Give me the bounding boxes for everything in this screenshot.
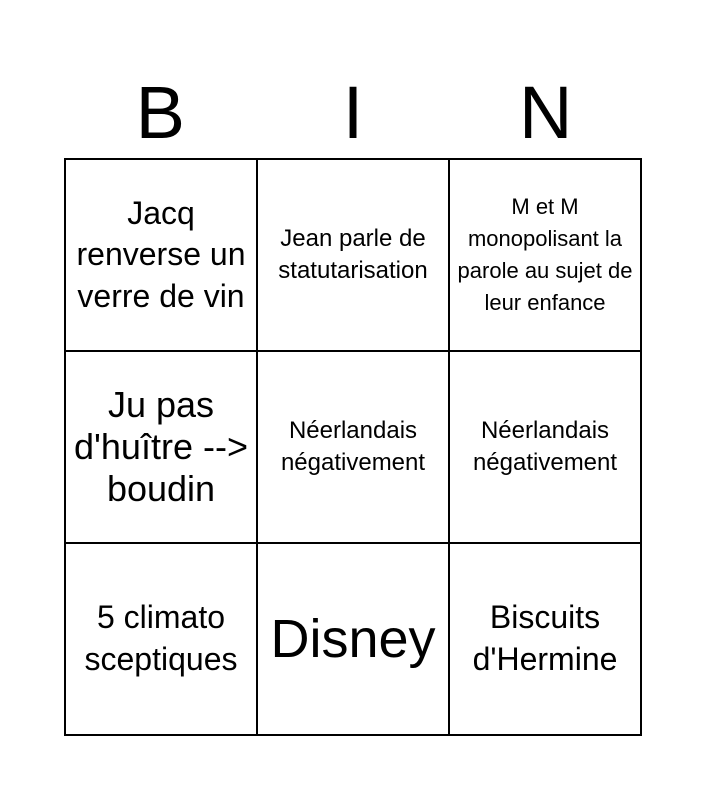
header-letter-n: N — [518, 71, 573, 154]
bingo-cell-text: M et M monopolisant la parole au sujet de leur enfance — [457, 194, 633, 315]
bingo-cell[interactable] — [258, 352, 450, 544]
bingo-header — [64, 70, 642, 156]
bingo-cell-text: Jean parle de statutarisation — [278, 224, 428, 284]
bingo-cell-text: Biscuits d'Hermine — [472, 599, 618, 677]
bingo-cell[interactable] — [66, 544, 258, 736]
bingo-cell-text: Néerlandais négativement — [472, 416, 618, 476]
bingo-cell-text: 5 climato sceptiques — [84, 599, 238, 677]
bingo-cell[interactable] — [450, 352, 642, 544]
bingo-cell-text: Néerlandais négativement — [280, 416, 426, 476]
bingo-cell[interactable] — [66, 352, 258, 544]
bingo-cell[interactable] — [258, 544, 450, 736]
bingo-cell[interactable] — [450, 160, 642, 352]
bingo-cell-text: Jacq renverse un verre de vin — [76, 194, 246, 314]
bingo-cell[interactable] — [450, 544, 642, 736]
bingo-cell[interactable] — [258, 160, 450, 352]
header-letter-b: B — [135, 71, 186, 154]
bingo-cell-text: Ju pas d'huître --> boudin — [74, 383, 248, 510]
bingo-cell[interactable] — [66, 160, 258, 352]
bingo-cell-text: Disney — [270, 608, 436, 669]
bingo-grid — [64, 158, 642, 736]
header-letter-i: I — [342, 71, 364, 154]
